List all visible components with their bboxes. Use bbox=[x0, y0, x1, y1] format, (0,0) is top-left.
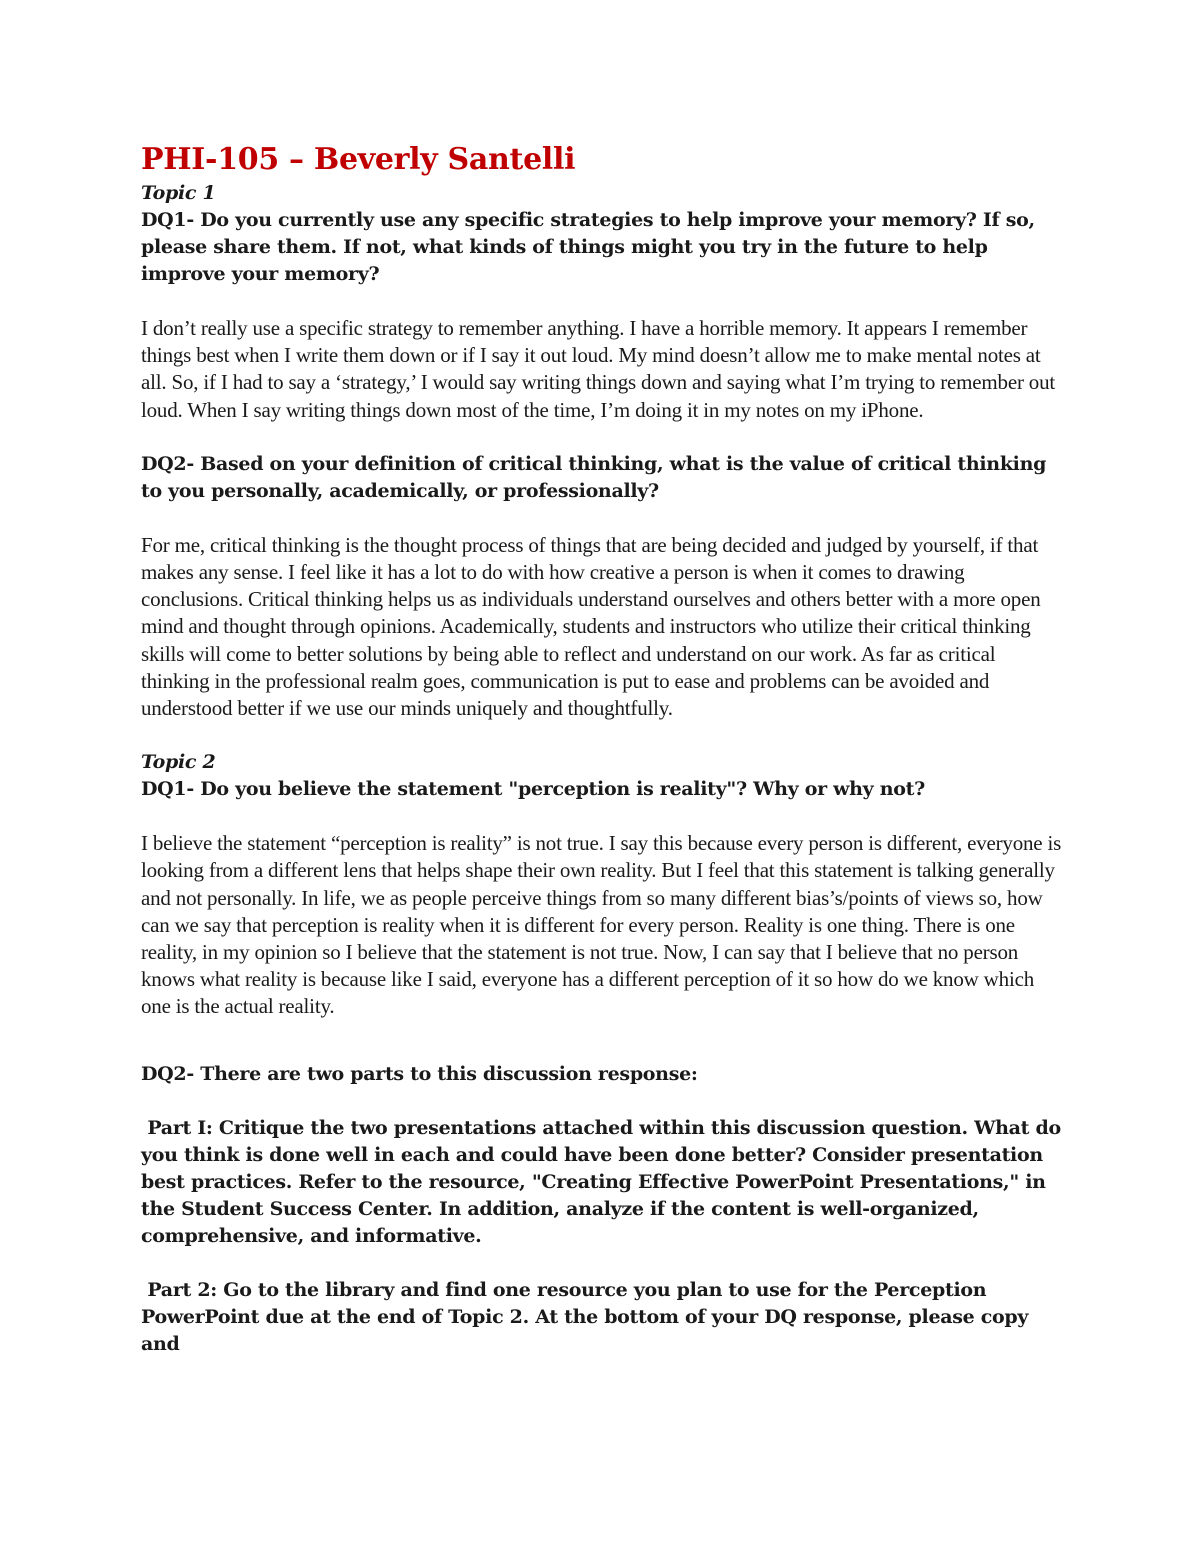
topic-2-dq2-question: DQ2- There are two parts to this discussion response: bbox=[141, 1062, 698, 1085]
topic-1-dq1-answer: I don’t really use a specific strategy to remember anything. I have a horrible memory. It appears I remember things best when I write them down or if I say it out loud. My mind doesn’t allow me to make mental notes at all. So, if I had to say a ‘strategy,’ I would say writing things down and saying what I’m trying to remember out loud. When I say writing things down most of the time, I’m doing it in my notes on my iPhone. bbox=[141, 316, 1056, 422]
topic-1-dq1-question: DQ1- Do you currently use any specific strategies to help improve your memory? If so, please share them. If not, what kinds of things might you try in the future to help improve your memory? bbox=[141, 209, 1035, 285]
topic-2-dq2-part1: Part I: Critique the two presentations attached within this discussion question. What do you think is done well in each and could have been done better? Consider presentation best practices. Refer to the resource, "Creating Effective PowerPoint Presentations," in the Student Success Center. In addition, analyze if the content is well-organized, comprehensive, and informative. bbox=[141, 1116, 1068, 1247]
topic-2-dq2-part2: Part 2: Go to the library and find one resource you plan to use for the Perception PowerPoint due at the end of Topic 2. At the bottom of your DQ response, please copy and bbox=[141, 1278, 1035, 1355]
topic-2-dq1-answer: I believe the statement “perception is reality” is not true. I say this because every person is different, everyone is looking from a different lens that helps shape their own reality. But I feel that this statement is talking generally and not personally. In life, we as people perceive things from so many different bias’s/points of views so, how can we say that perception is reality when it is different for every person. Reality is one thing. There is one reality, in my opinion so I believe that the statement is not true. Now, I can say that I believe that no person knows what reality is because like I said, everyone has a different perception of it so how do we know which one is the actual reality. bbox=[141, 831, 1062, 1019]
topic-1-heading: Topic 1 bbox=[141, 182, 216, 204]
topic-2-dq1-question: DQ1- Do you believe the statement "perception is reality"? Why or why not? bbox=[141, 778, 925, 801]
topic-1-dq2-question: DQ2- Based on your definition of critical thinking, what is the value of critical thinking to you personally, academically, or professionally? bbox=[141, 452, 1047, 502]
topic-2-heading: Topic 2 bbox=[141, 751, 216, 774]
topic-1-dq2-answer: For me, critical thinking is the thought process of things that are being decided and judged by yourself, if that makes any sense. I feel like it has a lot to do with how creative a person is when it comes to drawing conclusions. Critical thinking helps us as individuals understand ourselves and others better with a more open mind and thought through opinions. Academically, students and instructors who utilize their critical thinking skills will come to better solutions by being able to reflect and understand on our work. As far as critical thinking in the professional realm goes, communication is put to ease and problems can be avoided and understood better if we use our minds uniquely and thoughtfully. bbox=[141, 532, 1041, 721]
document-page bbox=[141, 140, 1066, 1358]
document-title: PHI-105 – Beverly Santelli bbox=[141, 142, 576, 177]
